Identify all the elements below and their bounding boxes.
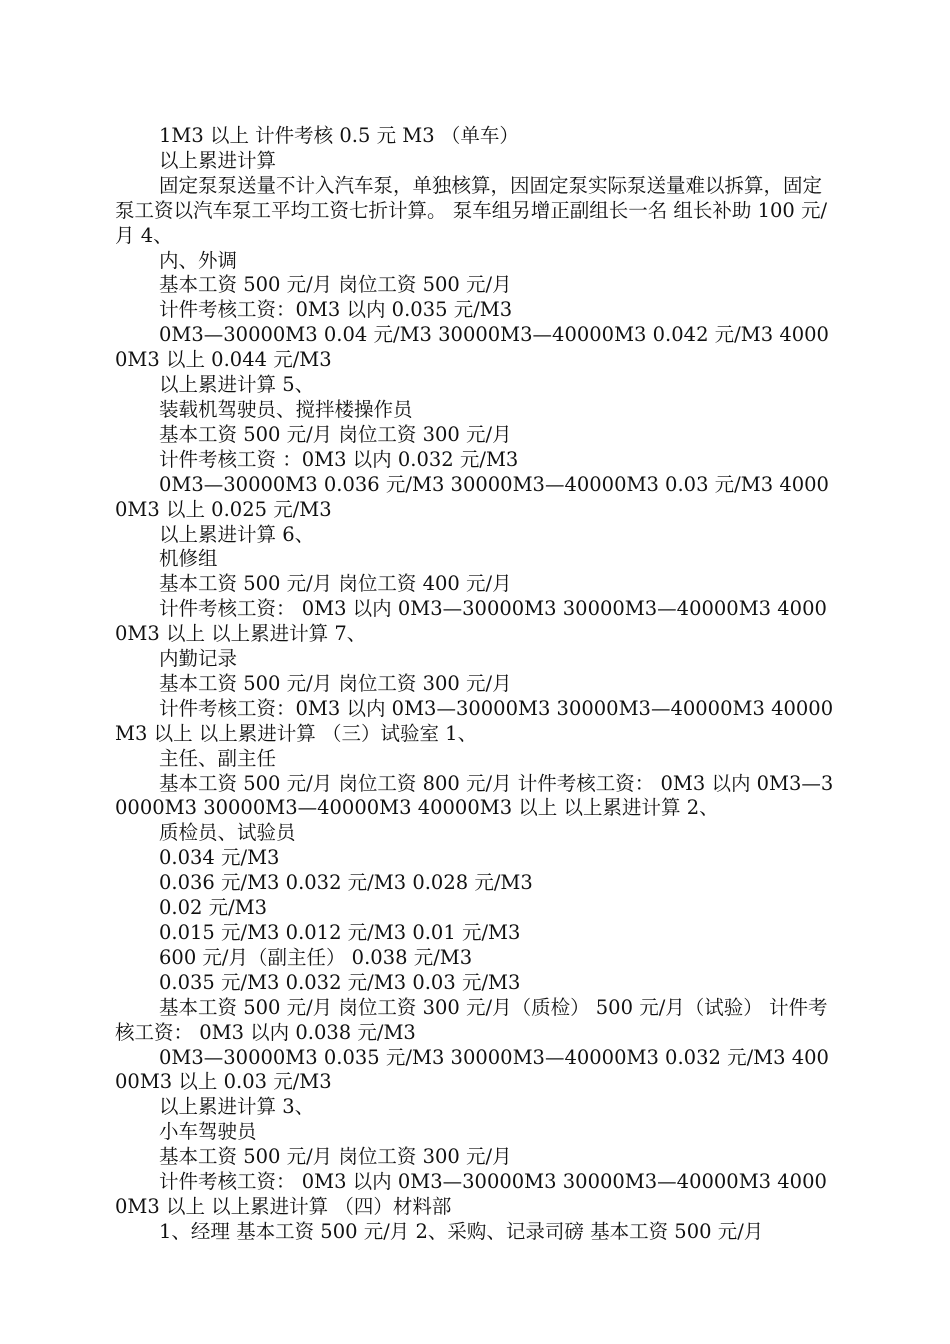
- text-line: 0M3—30000M3 0.036 元/M3 30000M3—40000M3 0.03 元/M3 40000M3 以上 0.025 元/M3: [115, 472, 829, 521]
- document-body: [115, 124, 837, 1245]
- text-line: 以上累进计算: [159, 148, 277, 172]
- text-line: 基本工资 500 元/月 岗位工资 800 元/月 计件考核工资： 0M3 以内 0M3—30000M3 30000M3—40000M3 40000M3 以上 以上累进计算 2、: [115, 771, 834, 820]
- text-line: 内、外调: [159, 248, 238, 272]
- text-line: 质检员、试验员: [159, 821, 296, 845]
- text-line: 计件考核工资 ：0M3 以内 0.032 元/M3: [159, 447, 519, 471]
- text-line: 以上累进计算 5、: [159, 373, 315, 397]
- text-line: 机修组: [159, 547, 218, 571]
- text-line: 计件考核工资：0M3 以内 0.035 元/M3: [159, 298, 513, 322]
- text-line: 基本工资 500 元/月 岗位工资 300 元/月: [159, 1145, 512, 1169]
- text-line: 基本工资 500 元/月 岗位工资 400 元/月: [159, 572, 512, 596]
- text-line: 0.034 元/M3: [159, 846, 280, 870]
- text-line: 主任、副主任: [159, 746, 277, 770]
- text-line: 0M3—30000M3 0.035 元/M3 30000M3—40000M3 0.032 元/M3 40000M3 以上 0.03 元/M3: [115, 1045, 829, 1094]
- text-line: 0.02 元/M3: [159, 896, 268, 920]
- text-line: 固定泵泵送量不计入汽车泵，单独核算，因固定泵实际泵送量难以拆算，固定泵工资以汽车泵工平均工资七折计算。 泵车组另增正副组长一名 组长补助 100 元/月 4、: [115, 173, 828, 247]
- text-line: 0.035 元/M3 0.032 元/M3 0.03 元/M3: [159, 970, 521, 994]
- text-line: 小车驾驶员: [159, 1120, 257, 1144]
- text-line: 0.015 元/M3 0.012 元/M3 0.01 元/M3: [159, 921, 521, 944]
- text-line: 1M3 以上 计件考核 0.5 元 M3 （单车）: [159, 124, 519, 147]
- text-line: 基本工资 500 元/月 岗位工资 500 元/月: [159, 273, 512, 297]
- text-line: 内勤记录: [159, 647, 238, 671]
- text-line: 0M3—30000M3 0.04 元/M3 30000M3—40000M3 0.042 元/M3 40000M3 以上 0.044 元/M3: [115, 323, 829, 372]
- text-line: 基本工资 500 元/月 岗位工资 300 元/月: [159, 671, 512, 695]
- text-line: 计件考核工资： 0M3 以内 0M3—30000M3 30000M3—40000M3 40000M3 以上 以上累进计算 7、: [115, 597, 827, 646]
- text-line: 以上累进计算 3、: [159, 1095, 315, 1119]
- text-line: 0.036 元/M3 0.032 元/M3 0.028 元/M3: [159, 871, 533, 895]
- text-line: 装载机驾驶员、搅拌楼操作员: [159, 397, 413, 421]
- text-line: 600 元/月（副主任） 0.038 元/M3: [159, 945, 473, 969]
- text-line: 计件考核工资： 0M3 以内 0M3—30000M3 30000M3—40000M3 40000M3 以上 以上累进计算 （四）材料部: [115, 1170, 827, 1218]
- text-line: 以上累进计算 6、: [159, 522, 315, 546]
- text-line: 基本工资 500 元/月 岗位工资 300 元/月（质检） 500 元/月（试验） 计件考核工资： 0M3 以内 0.038 元/M3: [115, 995, 828, 1044]
- text-line: 1、经理 基本工资 500 元/月 2、采购、记录司磅 基本工资 500 元/月: [159, 1219, 764, 1243]
- text-line: 计件考核工资：0M3 以内 0M3—30000M3 30000M3—40000M3 40000M3 以上 以上累进计算 （三）试验室 1、: [115, 696, 834, 745]
- text-line: 基本工资 500 元/月 岗位工资 300 元/月: [159, 422, 512, 446]
